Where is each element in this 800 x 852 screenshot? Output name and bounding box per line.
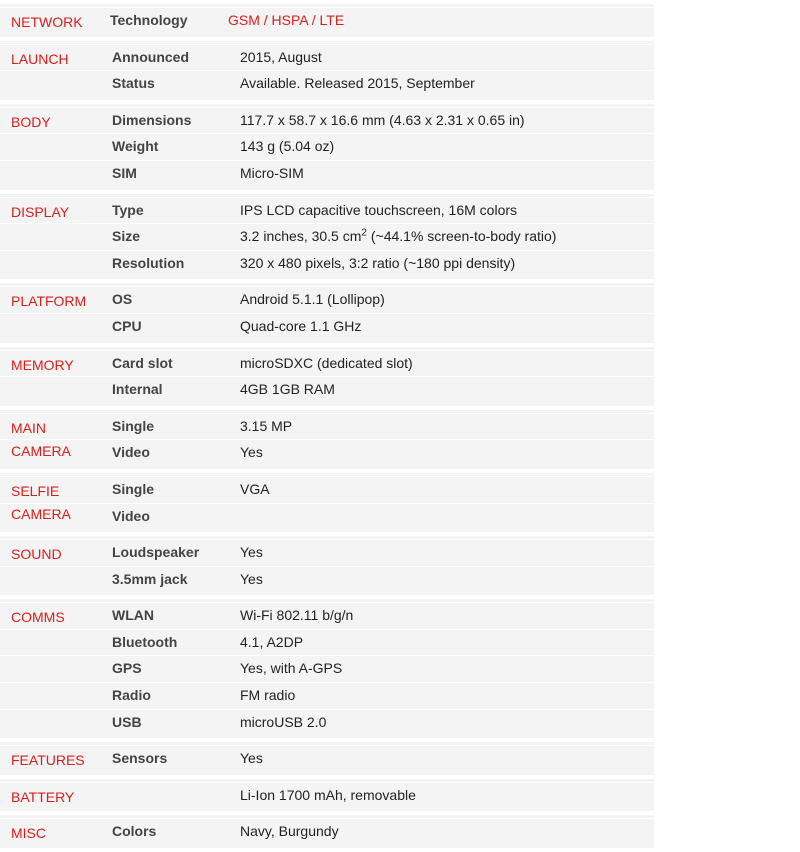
spec-label[interactable]: Type	[112, 201, 144, 218]
spec-label[interactable]: USB	[112, 713, 142, 730]
spec-label[interactable]: WLAN	[112, 607, 154, 624]
spec-value-main: 3.2 inches, 30.5 cm	[240, 228, 362, 245]
section-title[interactable]: SELFIE CAMERA	[11, 482, 71, 522]
spec-row	[0, 223, 654, 250]
spec-value: Available. Released 2015, September	[240, 75, 475, 92]
spec-row	[0, 133, 654, 160]
section-misc	[0, 815, 654, 852]
spec-value[interactable]: microUSB 2.0	[240, 713, 327, 730]
spec-value: 117.7 x 58.7 x 16.6 mm (4.63 x 2.31 x 0.65 in)	[240, 111, 525, 128]
spec-row	[0, 70, 654, 97]
spec-value: Li-Ion 1700 mAh, removable	[240, 786, 416, 803]
spec-value[interactable]: Quad-core 1.1 GHz	[240, 317, 362, 334]
spec-row	[0, 413, 654, 440]
section-title[interactable]: COMMS	[11, 609, 65, 626]
section-title[interactable]: DISPLAY	[11, 203, 70, 220]
section-title[interactable]: MEMORY	[11, 356, 74, 373]
spec-label[interactable]: Video	[112, 507, 150, 524]
spec-row	[0, 629, 654, 656]
section-title[interactable]: BATTERY	[11, 788, 75, 805]
spec-label[interactable]: Announced	[112, 48, 189, 65]
spec-label[interactable]: Resolution	[112, 254, 185, 271]
spec-value: 3.15 MP	[240, 417, 293, 434]
section-platform	[0, 283, 654, 346]
spec-row	[0, 313, 654, 340]
spec-row	[0, 376, 654, 403]
spec-label[interactable]: Status	[112, 75, 155, 92]
section-title[interactable]: NETWORK	[11, 14, 83, 30]
spec-label[interactable]: Radio	[112, 687, 151, 704]
spec-label[interactable]: Technology	[110, 12, 188, 28]
spec-row	[0, 44, 654, 71]
spec-label[interactable]: Card slot	[112, 354, 173, 371]
spec-label[interactable]: GPS	[112, 660, 142, 677]
spec-row	[0, 682, 654, 709]
spec-label[interactable]: 3.5mm jack	[112, 570, 188, 587]
spec-value[interactable]: Wi-Fi 802.11 b/g/n	[240, 607, 354, 624]
spec-value: 2015, August	[240, 48, 322, 65]
spec-value: Yes	[240, 544, 263, 561]
spec-row	[0, 286, 654, 313]
section-body	[0, 104, 654, 194]
spec-row	[0, 602, 654, 629]
section-features	[0, 742, 654, 779]
spec-row	[0, 439, 654, 466]
spec-row	[0, 818, 654, 845]
section-title[interactable]: FEATURES	[11, 752, 85, 769]
section-memory	[0, 347, 654, 410]
spec-label[interactable]: Single	[112, 417, 155, 434]
spec-value: Yes	[240, 444, 263, 461]
spec-value: 320 x 480 pixels, 3:2 ratio (~180 ppi density)	[240, 254, 516, 271]
spec-label[interactable]: Dimensions	[112, 111, 192, 128]
spec-value: microSDXC (dedicated slot)	[240, 354, 413, 371]
spec-row	[0, 709, 654, 736]
spec-label[interactable]: Weight	[112, 138, 159, 155]
spec-label[interactable]: Bluetooth	[112, 633, 178, 650]
spec-value[interactable]: Android 5.1.1 (Lollipop)	[240, 291, 385, 308]
spec-label[interactable]: Sensors	[112, 750, 168, 767]
section-network	[0, 4, 654, 41]
spec-label[interactable]: Single	[112, 480, 155, 497]
spec-value[interactable]: 4.1, A2DP	[240, 633, 304, 650]
spec-value: 143 g (5.04 oz)	[240, 138, 335, 155]
spec-row	[0, 655, 654, 682]
spec-label[interactable]: Video	[112, 444, 150, 461]
section-title[interactable]: MAIN CAMERA	[11, 419, 71, 459]
spec-value[interactable]: Micro-SIM	[240, 164, 304, 181]
spec-label[interactable]: CPU	[112, 317, 142, 334]
spec-label[interactable]: OS	[112, 291, 133, 308]
spec-value: VGA	[240, 480, 270, 497]
spec-row	[0, 745, 654, 772]
spec-row	[0, 782, 654, 809]
spec-label[interactable]: Loudspeaker	[112, 544, 200, 561]
spec-label[interactable]: Size	[112, 228, 141, 245]
spec-row	[0, 350, 654, 377]
spec-row	[0, 539, 654, 566]
spec-row	[0, 503, 654, 530]
section-launch	[0, 41, 654, 104]
section-title[interactable]: PLATFORM	[11, 293, 87, 310]
spec-row	[0, 476, 654, 503]
spec-value[interactable]: IPS LCD capacitive touchscreen, 16M colors	[240, 201, 518, 218]
spec-row	[0, 250, 654, 277]
spec-row	[0, 566, 654, 593]
spec-row	[0, 7, 654, 34]
spec-label[interactable]: Internal	[112, 381, 163, 398]
spec-value[interactable]: FM radio	[240, 687, 296, 704]
spec-value: Navy, Burgundy	[240, 823, 339, 840]
spec-value: Yes	[240, 750, 263, 767]
spec-row	[0, 197, 654, 224]
spec-value[interactable]: GSM / HSPA / LTE	[228, 12, 345, 28]
section-title[interactable]: BODY	[11, 113, 51, 130]
spec-value	[240, 224, 650, 249]
spec-value: Yes	[240, 570, 263, 587]
spec-value: 4GB 1GB RAM	[240, 381, 335, 398]
section-main-camera	[0, 410, 654, 473]
spec-label[interactable]: SIM	[112, 164, 137, 181]
section-title[interactable]: MISC	[11, 825, 46, 842]
section-title[interactable]: LAUNCH	[11, 50, 69, 67]
spec-value-rest: (~44.1% screen-to-body ratio)	[366, 228, 557, 245]
spec-row	[0, 107, 654, 134]
superscript: 2	[361, 227, 367, 239]
section-title[interactable]: SOUND	[11, 546, 62, 563]
section-comms	[0, 599, 654, 742]
spec-row	[0, 160, 654, 187]
spec-value: Yes, with A-GPS	[240, 660, 343, 677]
section-battery	[0, 779, 654, 816]
section-sound	[0, 536, 654, 599]
spec-label[interactable]: Colors	[112, 823, 157, 840]
section-display	[0, 194, 654, 284]
section-selfie-camera	[0, 473, 654, 536]
specs-table	[0, 4, 654, 852]
